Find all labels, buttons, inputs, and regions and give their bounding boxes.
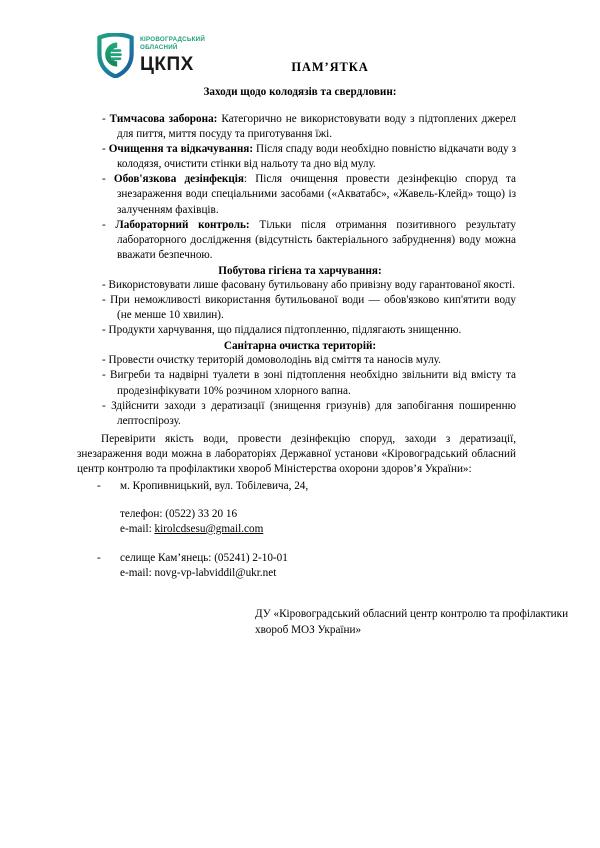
section-heading: Побутова гігієна та харчування: <box>218 264 382 277</box>
closing-paragraph: Перевірити якість води, провести дезінфекцію споруд, заходи з дератизації, знезараження води можна в лабораторіях Державної установи «Кіровоградський обласний центр контролю та профілактики хвороб Міністерства охорони здоров’я України»: <box>77 432 516 476</box>
list-item-text: Після спаду води необхідно повністю відкачати воду з колодязя, очистити стінки від нальоту та дно від мулу. <box>117 143 516 171</box>
list-dash-marker: - <box>102 173 106 186</box>
list-item <box>0 142 600 172</box>
list-item-term: Очищення та відкачування: <box>108 143 254 156</box>
section-bullet-list <box>0 112 600 263</box>
logo-subtitle-line-2: ОБЛАСНИЙ <box>140 44 178 51</box>
contact-email-row <box>77 566 516 581</box>
list-item-term: Лабораторний контроль: <box>115 218 250 231</box>
document-body <box>0 86 600 638</box>
contact-dash-marker: - <box>97 480 101 493</box>
contact-email-address[interactable]: novg-vp-labviddil@ukr.net <box>154 567 277 580</box>
contact-email-row <box>77 522 516 537</box>
list-dash-marker: - <box>102 294 106 307</box>
list-item-text: : Після очищення провести дезінфекцію споруд та знезараження води спеціальними засобами («Акватабс», «Жавель-Клейд» тощо) із залученням фахівців. <box>117 173 517 216</box>
list-item-term: Тимчасова заборона: <box>109 113 218 125</box>
list-item-text: Вигреби та надвірні туалети в зоні підтоплення необхідно звільнити від вмісту та продезінфікувати 10% розчином хлорного вапна. <box>110 369 516 397</box>
list-item <box>0 218 600 263</box>
sections-container <box>0 86 600 429</box>
page-title: ПАМ’ЯТКА <box>291 60 369 74</box>
list-item <box>0 353 600 368</box>
contacts-list <box>77 479 516 581</box>
contact-entry <box>77 479 516 494</box>
list-item-text: Тільки після отримання позитивного результату лабораторного дослідження (відсутність бактеріального забруднення) воду можна вважати безпечною. <box>117 218 516 261</box>
section-heading: Заходи щодо колодязів та свердловин: <box>203 86 397 98</box>
list-item <box>0 293 600 323</box>
contact-entry <box>77 551 516 566</box>
list-item <box>0 399 600 429</box>
list-dash-marker: - <box>102 113 106 125</box>
list-item <box>0 278 600 293</box>
list-dash-marker: - <box>102 354 106 367</box>
list-item <box>0 172 600 217</box>
document-header <box>0 0 600 75</box>
list-dash-marker: - <box>102 324 106 337</box>
contacts-spacer <box>77 537 516 551</box>
logo-acronym: ЦКПХ <box>140 54 194 75</box>
list-item <box>0 112 600 142</box>
contact-email-label: e-mail: <box>120 567 152 580</box>
list-dash-marker: - <box>102 369 106 382</box>
list-item-text: Категорично не використовувати воду з підтоплених джерел для пиття, миття посуду та приготування їжі. <box>117 113 516 141</box>
list-item <box>0 323 600 338</box>
contact-phone: телефон: (0522) 33 20 16 <box>120 507 238 520</box>
section-bullet-list <box>0 278 600 338</box>
contact-address: селище Кам’янець: (05241) 2-10-01 <box>120 552 288 564</box>
contact-email-address[interactable]: kirolcdsesu@gmail.com <box>154 522 264 535</box>
contact-email-label: e-mail: <box>120 522 152 535</box>
list-dash-marker: - <box>102 143 106 156</box>
list-item <box>0 368 600 398</box>
contacts-block <box>0 479 600 581</box>
list-item-text: Використовувати лише фасовану бутильовану або привізну воду гарантованої якості. <box>108 278 516 291</box>
list-item-text: Провести очистку територій домоволодінь від сміття та наносів мулу. <box>108 354 441 367</box>
logo-subtitle-line-1: КІРОВОГРАДСЬКИЙ <box>140 36 206 43</box>
contact-dash-marker: - <box>97 552 101 564</box>
list-dash-marker: - <box>102 218 106 231</box>
contact-address: м. Кропивницький, вул. Тобілевича, 24, <box>120 480 309 493</box>
signature-block: ДУ «Кіровоградський обласний центр контролю та профілактики хвороб МОЗ України» <box>255 608 569 636</box>
list-item-text: Здійснити заходи з дератизації (знищення гризунів) для запобігання поширенню лептоспірозу. <box>111 399 516 427</box>
section-heading: Санітарна очистка територій: <box>223 340 377 353</box>
contact-spacer <box>77 495 516 507</box>
section-bullet-list <box>0 353 600 428</box>
list-item-text: При неможливості використання бутильованої води — обов'язково кип'ятити воду (не менше 10 хвилин). <box>110 294 516 322</box>
list-dash-marker: - <box>102 399 106 412</box>
list-item-text: Продукти харчування, що піддалися підтопленню, підлягають знищенню. <box>108 324 462 337</box>
list-item-term: Обов'язкова дезінфекція <box>113 173 244 186</box>
list-dash-marker: - <box>102 278 106 291</box>
